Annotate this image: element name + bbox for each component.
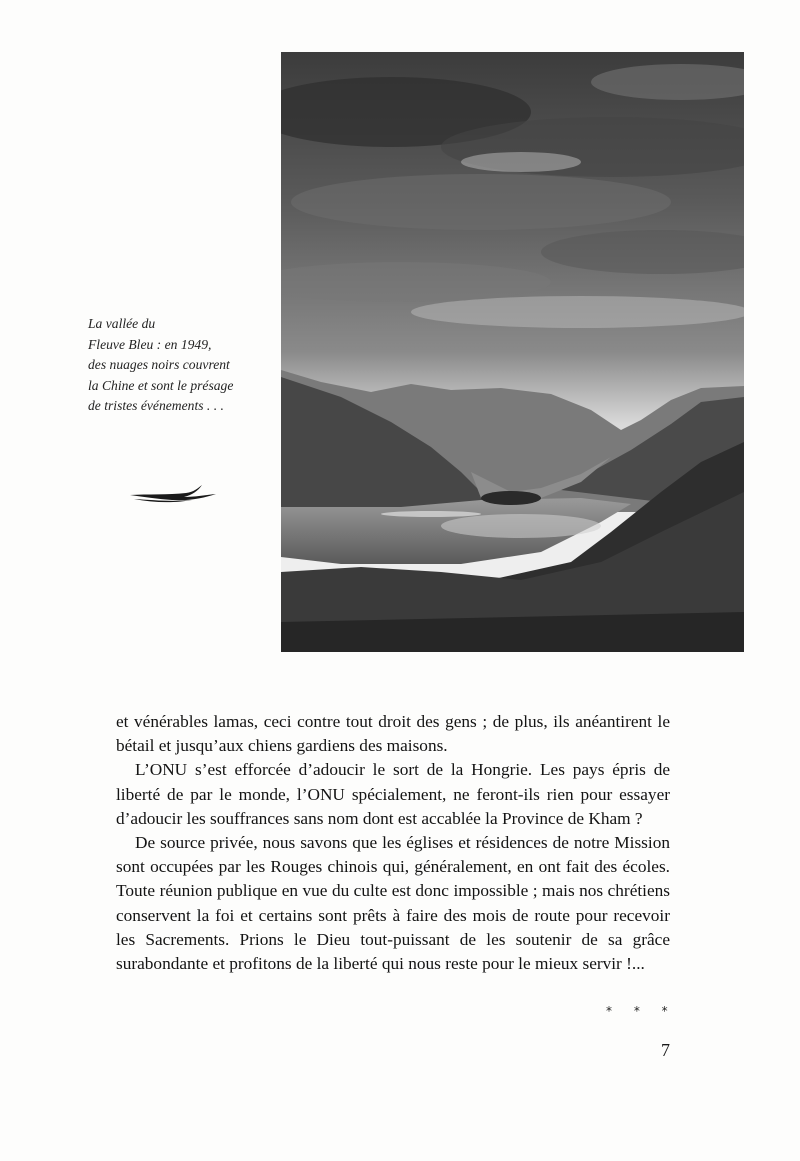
photo-caption [88, 314, 266, 417]
caption-line: la Chine et sont le présage [88, 377, 234, 393]
body-paragraph: L’ONU s’est efforcée d’adoucir le sort de la Hongrie. Les pays épris de liberté de par le monde, l’ONU spécialement, ne feront-ils rien pour essayer d’adoucir les souffrances sans nom dont est accablée la Province de Kham ? [116, 760, 670, 828]
page-number: 7 [661, 1040, 670, 1060]
mountain-valley-photo [281, 52, 744, 652]
body-paragraph: et vénérables lamas, ceci contre tout droit des gens ; de plus, ils anéantirent le bétail et jusqu’aux chiens gardiens des maisons. [116, 712, 670, 756]
article-body [116, 710, 670, 976]
section-end-asterisks: * * * [606, 1004, 677, 1018]
swash-ornament-icon [128, 482, 218, 506]
caption-line: des nuages noirs couvrent [88, 357, 230, 373]
body-paragraph: De source privée, nous savons que les églises et résidences de notre Mission sont occupées par les Rouges chinois qui, généralement, en ont fait des écoles. Toute réunion publique en vue du culte est donc impossible ; mais nos chrétiens conservent la foi et certains sont prêts à faire des mois de route pour recevoir les Sacrements. Prions le Dieu tout-puissant de les soutenir de sa grâce surabondante et profitons de la liberté qui nous reste pour le mieux servir !... [116, 833, 670, 974]
caption-line: La vallée du [88, 316, 156, 331]
caption-line: de tristes événements . . . [88, 398, 224, 414]
caption-line: Fleuve Bleu : en 1949, [88, 336, 212, 352]
